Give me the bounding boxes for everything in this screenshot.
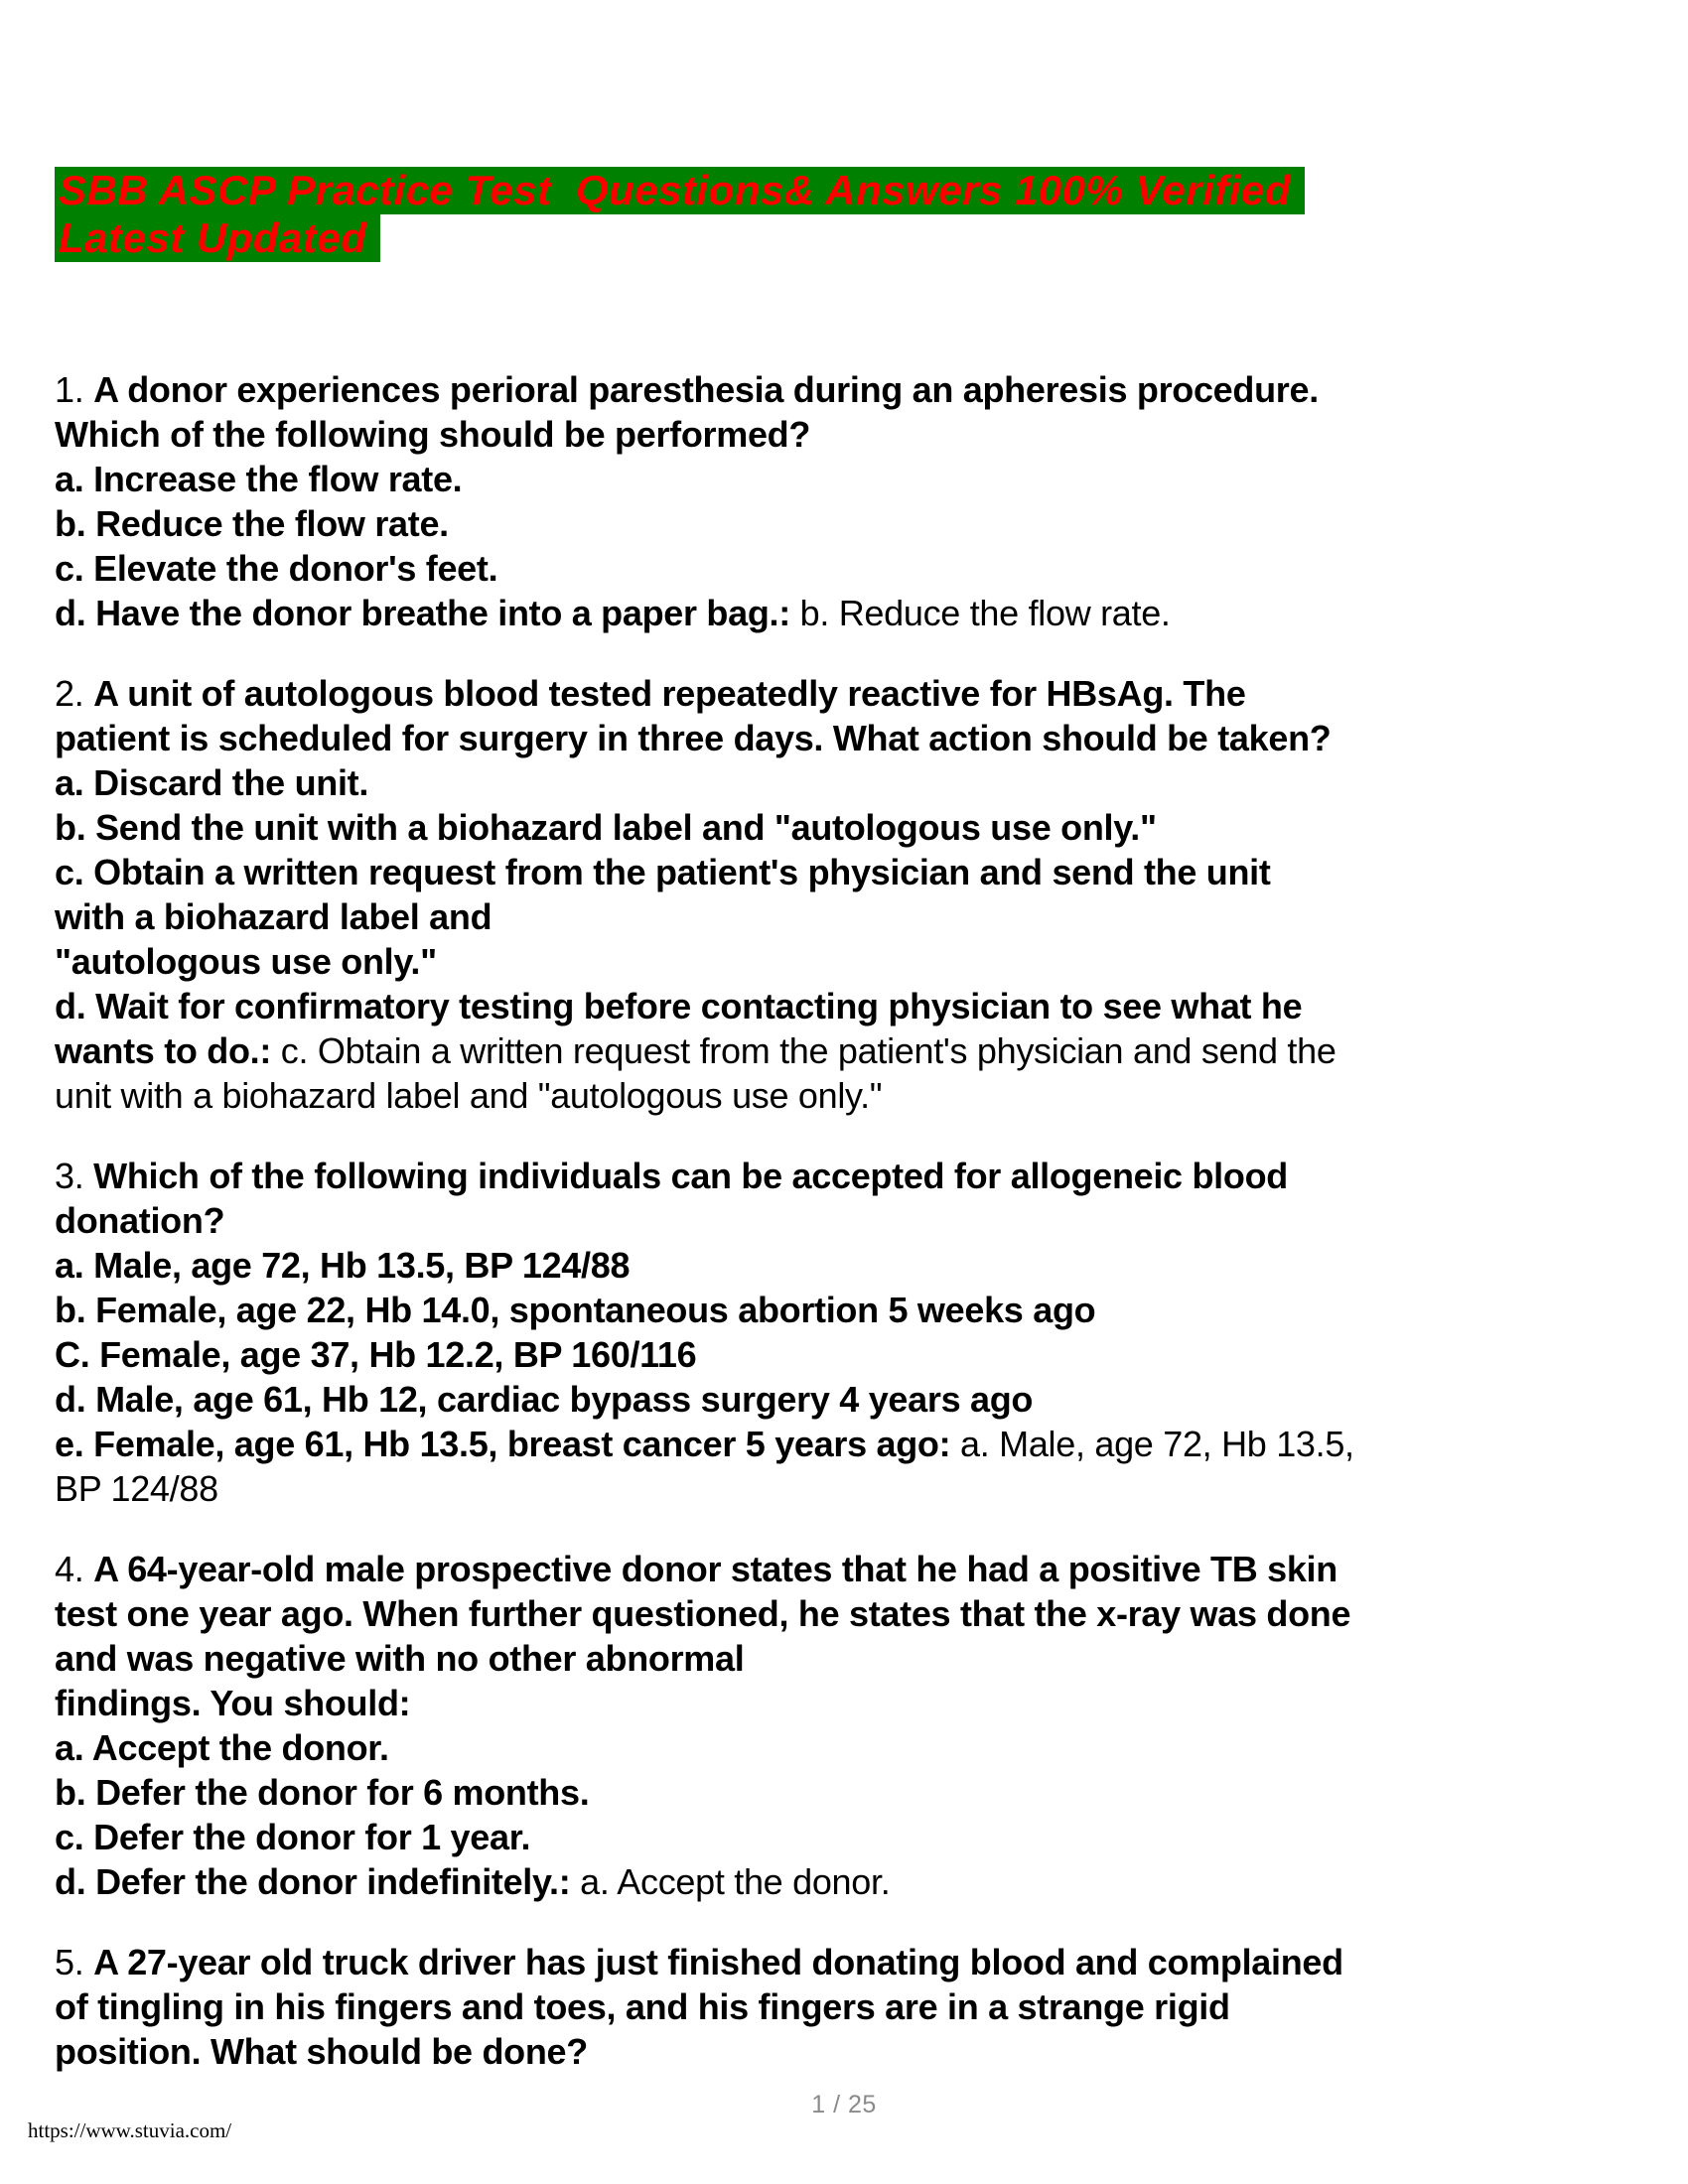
text-run: findings. You should: [55,1683,411,1723]
question-block [55,1154,1643,1511]
text-line [55,1073,1643,1118]
text-line [55,1198,1643,1243]
text-run: with a biohazard label and [55,896,492,937]
text-line [55,805,1643,850]
text-line [55,591,1643,635]
text-run: of tingling in his fingers and toes, and his fingers are in a strange rigid [55,1986,1230,2027]
text-run: e. Female, age 61, Hb 13.5, breast cancer 5 years ago: [55,1424,951,1464]
text-line [55,2029,1643,2074]
text-run: 2. [55,673,94,714]
text-run: a. Discard the unit. [55,762,369,803]
text-run: A donor experiences perioral paresthesia during an apheresis procedure. [93,369,1319,410]
text-run: BP 124/88 [55,1468,218,1509]
page-number: 1 / 25 [811,2091,877,2118]
text-line [55,1422,1643,1466]
text-run: d. Have the donor breathe into a paper bag.: [55,593,790,633]
text-line [55,850,1643,894]
text-run: wants to do.: [55,1030,272,1071]
text-line [55,1815,1643,1859]
text-line [55,1028,1643,1073]
text-line [55,1466,1643,1511]
text-run: "autologous use only." [55,941,437,982]
text-run: 4. [55,1549,94,1589]
text-line [55,367,1643,412]
text-line [55,1681,1643,1725]
text-run: a. Male, age 72, Hb 13.5, BP 124/88 [55,1245,631,1286]
text-run: b. Reduce the flow rate. [55,503,449,544]
text-line [55,1940,1643,1984]
text-run: c. Elevate the donor's feet. [55,548,498,589]
question-block [55,671,1643,1118]
source-link[interactable]: https://www.stuvia.com/ [28,2118,232,2142]
document-title [55,167,1305,262]
text-run: Which of the following should be performed? [55,414,811,455]
text-run: b. Female, age 22, Hb 14.0, spontaneous abortion 5 weeks ago [55,1290,1096,1330]
title-highlight-text: SBB ASCP Practice Test Questions& Answers 100% Verified [55,167,1305,214]
text-line [55,1332,1643,1377]
text-line [55,1636,1643,1681]
text-run: position. What should be done? [55,2031,588,2072]
text-line [55,1154,1643,1198]
document-title-line-1 [55,167,1305,214]
text-run: A 27-year old truck driver has just finished donating blood and complained [93,1942,1343,1982]
text-run: b. Defer the donor for 6 months. [55,1772,590,1813]
text-run: C. Female, age 37, Hb 12.2, BP 160/116 [55,1334,697,1375]
question-block [55,367,1643,635]
text-line [55,894,1643,939]
text-run: c. Obtain a written request from the patient's physician and send the unit [55,852,1271,892]
text-run: Which of the following individuals can be accepted for allogeneic blood [93,1156,1288,1196]
text-run: a. Increase the flow rate. [55,459,463,499]
text-line [55,671,1643,716]
question-block [55,1547,1643,1904]
text-line [55,1288,1643,1332]
text-run: a. Male, age 72, Hb 13.5, [950,1424,1354,1464]
questions-container [55,367,1643,2110]
text-run: 3. [55,1156,94,1196]
text-run: patient is scheduled for surgery in three days. What action should be taken? [55,718,1332,758]
text-line [55,760,1643,805]
text-run: 1. [55,369,94,410]
text-line [55,1243,1643,1288]
title-highlight-text: Latest Updated [55,214,380,262]
text-line [55,457,1643,501]
text-run: A unit of autologous blood tested repeatedly reactive for HBsAg. The [93,673,1246,714]
text-run: c. Obtain a written request from the patient's physician and send the [271,1030,1336,1071]
text-run: unit with a biohazard label and "autologous use only." [55,1075,883,1116]
document-title-line-2 [55,214,1305,262]
text-line [55,939,1643,984]
text-run: d. Defer the donor indefinitely.: [55,1861,571,1902]
question-block [55,1940,1643,2074]
text-line [55,1859,1643,1904]
text-line [55,716,1643,760]
text-run: donation? [55,1200,225,1241]
text-run: c. Defer the donor for 1 year. [55,1817,531,1857]
text-line [55,546,1643,591]
text-line [55,501,1643,546]
text-line [55,1725,1643,1770]
text-line [55,1591,1643,1636]
text-line [55,984,1643,1028]
text-run: d. Wait for confirmatory testing before contacting physician to see what he [55,986,1303,1026]
text-line [55,1377,1643,1422]
text-line [55,1770,1643,1815]
text-run: a. Accept the donor. [55,1727,389,1768]
text-run: A 64-year-old male prospective donor states that he had a positive TB skin [93,1549,1337,1589]
text-line [55,412,1643,457]
text-run: b. Send the unit with a biohazard label and "autologous use only." [55,807,1157,848]
text-run: 5. [55,1942,94,1982]
text-run: d. Male, age 61, Hb 12, cardiac bypass surgery 4 years ago [55,1379,1034,1420]
text-run: test one year ago. When further questioned, he states that the x-ray was done [55,1593,1351,1634]
text-line [55,1547,1643,1591]
text-run: a. Accept the donor. [570,1861,891,1902]
text-line [55,1984,1643,2029]
text-run: and was negative with no other abnormal [55,1638,745,1679]
text-run: b. Reduce the flow rate. [789,593,1171,633]
